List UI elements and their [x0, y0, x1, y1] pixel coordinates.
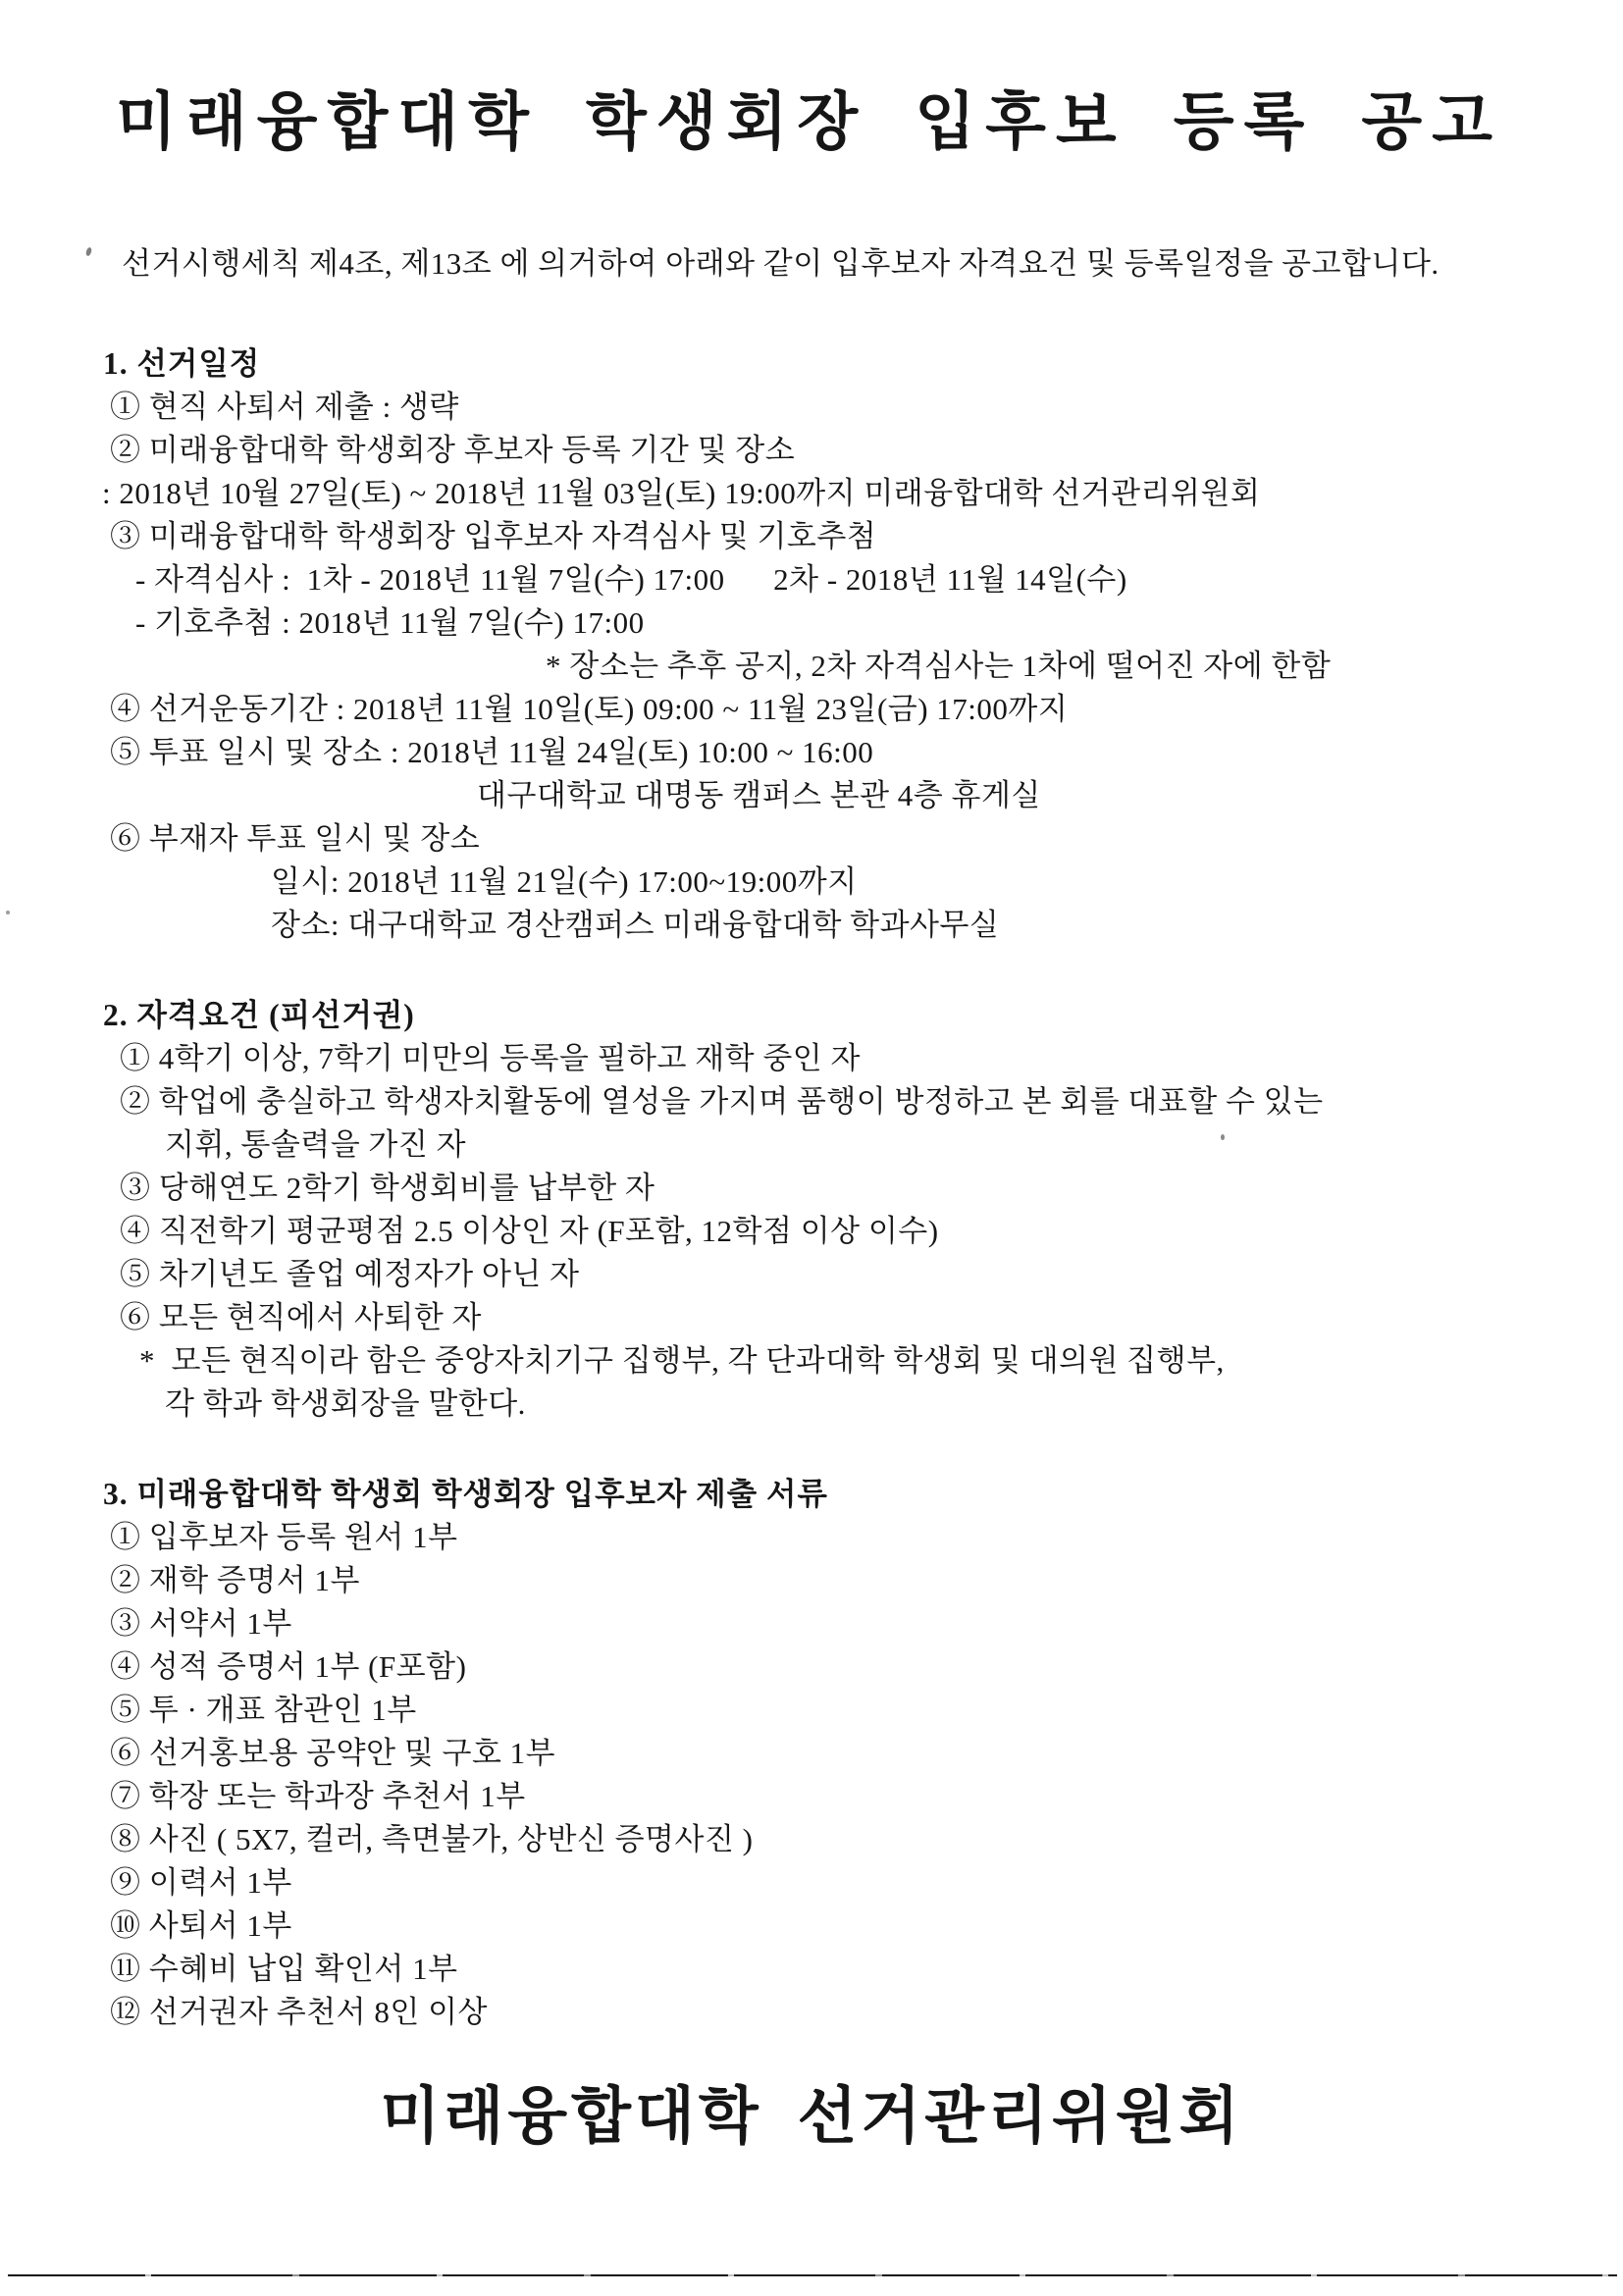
- doc-line: 일시: 2018년 11월 21일(수) 17:00~19:00까지: [271, 864, 858, 899]
- doc-line: ⑧ 사진 ( 5X7, 컬러, 측면불가, 상반신 증명사진 ): [110, 1822, 754, 1856]
- doc-line: ⑪ 수혜비 납입 확인서 1부: [110, 1952, 458, 1986]
- doc-line: ⑥ 부재자 투표 일시 및 장소: [110, 821, 481, 856]
- doc-line: ① 현직 사퇴서 제출 : 생략: [110, 390, 459, 424]
- document-section: [0, 1473, 1623, 2034]
- doc-line: ⑨ 이력서 1부: [110, 1865, 292, 1900]
- doc-line: ② 재학 증명서 1부: [110, 1563, 360, 1597]
- section-heading: 3. 미래융합대학 학생회 학생회장 입후보자 제출 서류: [103, 1477, 828, 1511]
- doc-line: ② 미래융합대학 학생회장 후보자 등록 기간 및 장소: [110, 433, 796, 467]
- footer-signature: 미래융합대학 선거관리위원회: [380, 2082, 1243, 2151]
- doc-line: 대구대학교 대명동 캠퍼스 본관 4층 휴게실: [477, 778, 1041, 812]
- doc-line: ③ 미래융합대학 학생회장 입후보자 자격심사 및 기호추첨: [110, 519, 877, 553]
- document-section: [0, 342, 1623, 947]
- doc-line: ① 4학기 이상, 7학기 미만의 등록을 필하고 재학 중인 자: [120, 1041, 861, 1075]
- doc-line: 장소: 대구대학교 경산캠퍼스 미래융합대학 학과사무실: [271, 908, 1000, 942]
- doc-line: ③ 당해연도 2학기 학생회비를 납부한 자: [120, 1171, 655, 1205]
- doc-line: - 자격심사 : 1차 - 2018년 11월 7일(수) 17:00 2차 - 2018년 11월 14일(수): [135, 562, 1127, 597]
- doc-line: ④ 성적 증명서 1부 (F포함): [110, 1649, 467, 1684]
- document-body: [0, 342, 1623, 2034]
- doc-line: ④ 직전학기 평균평점 2.5 이상인 자 (F포함, 12학점 이상 이수): [120, 1214, 939, 1248]
- doc-line: ⑩ 사퇴서 1부: [110, 1908, 292, 1943]
- doc-line: ① 입후보자 등록 원서 1부: [110, 1520, 458, 1554]
- doc-line: ⑦ 학장 또는 학과장 추천서 1부: [110, 1779, 526, 1813]
- section-heading: 2. 자격요건 (피선거권): [103, 998, 415, 1032]
- document-section: [0, 994, 1623, 1426]
- doc-line: ⑤ 투표 일시 및 장소 : 2018년 11월 24일(토) 10:00 ~ 16:00: [110, 735, 874, 769]
- doc-line: ③ 서약서 1부: [110, 1606, 292, 1641]
- scan-speck: [6, 911, 10, 914]
- doc-line: ② 학업에 충실하고 학생자치활동에 열성을 가지며 품행이 방정하고 본 회를 대표할 수 있는: [120, 1084, 1324, 1119]
- intro-text: 선거시행세칙 제4조, 제13조 에 의거하여 아래와 같이 입후보자 자격요건 및 등록일정을 공고합니다.: [122, 246, 1440, 281]
- doc-line: : 2018년 10월 27일(토) ~ 2018년 11월 03일(토) 19:00까지 미래융합대학 선거관리위원회: [102, 476, 1261, 510]
- doc-line: ⑥ 선거홍보용 공약안 및 구호 1부: [110, 1736, 556, 1770]
- page-title: 미래융합대학 학생회장 입후보 등록 공고: [116, 87, 1503, 157]
- doc-line: ⑥ 모든 현직에서 사퇴한 자: [120, 1300, 482, 1334]
- doc-line: * 장소는 추후 공지, 2차 자격심사는 1차에 떨어진 자에 한함: [546, 649, 1332, 683]
- scan-speck: [1221, 1134, 1225, 1140]
- page-bottom-rule: [8, 2274, 1617, 2276]
- doc-line: 각 학과 학생회장을 말한다.: [165, 1386, 526, 1421]
- doc-line: ④ 선거운동기간 : 2018년 11월 10일(토) 09:00 ~ 11월 23일(금) 17:00까지: [110, 692, 1069, 726]
- section-heading: 1. 선거일정: [103, 346, 261, 381]
- doc-line: ⑤ 차기년도 졸업 예정자가 아닌 자: [120, 1257, 580, 1291]
- scan-speck: [85, 246, 93, 256]
- doc-line: * 모든 현직이라 함은 중앙자치기구 집행부, 각 단과대학 학생회 및 대의원 집행부,: [139, 1343, 1225, 1378]
- doc-line: 지휘, 통솔력을 가진 자: [165, 1127, 467, 1162]
- doc-line: ⑫ 선거권자 추천서 8인 이상: [110, 1995, 488, 2029]
- doc-line: - 기호추첨 : 2018년 11월 7일(수) 17:00: [135, 605, 645, 640]
- doc-line: ⑤ 투 · 개표 참관인 1부: [110, 1693, 417, 1727]
